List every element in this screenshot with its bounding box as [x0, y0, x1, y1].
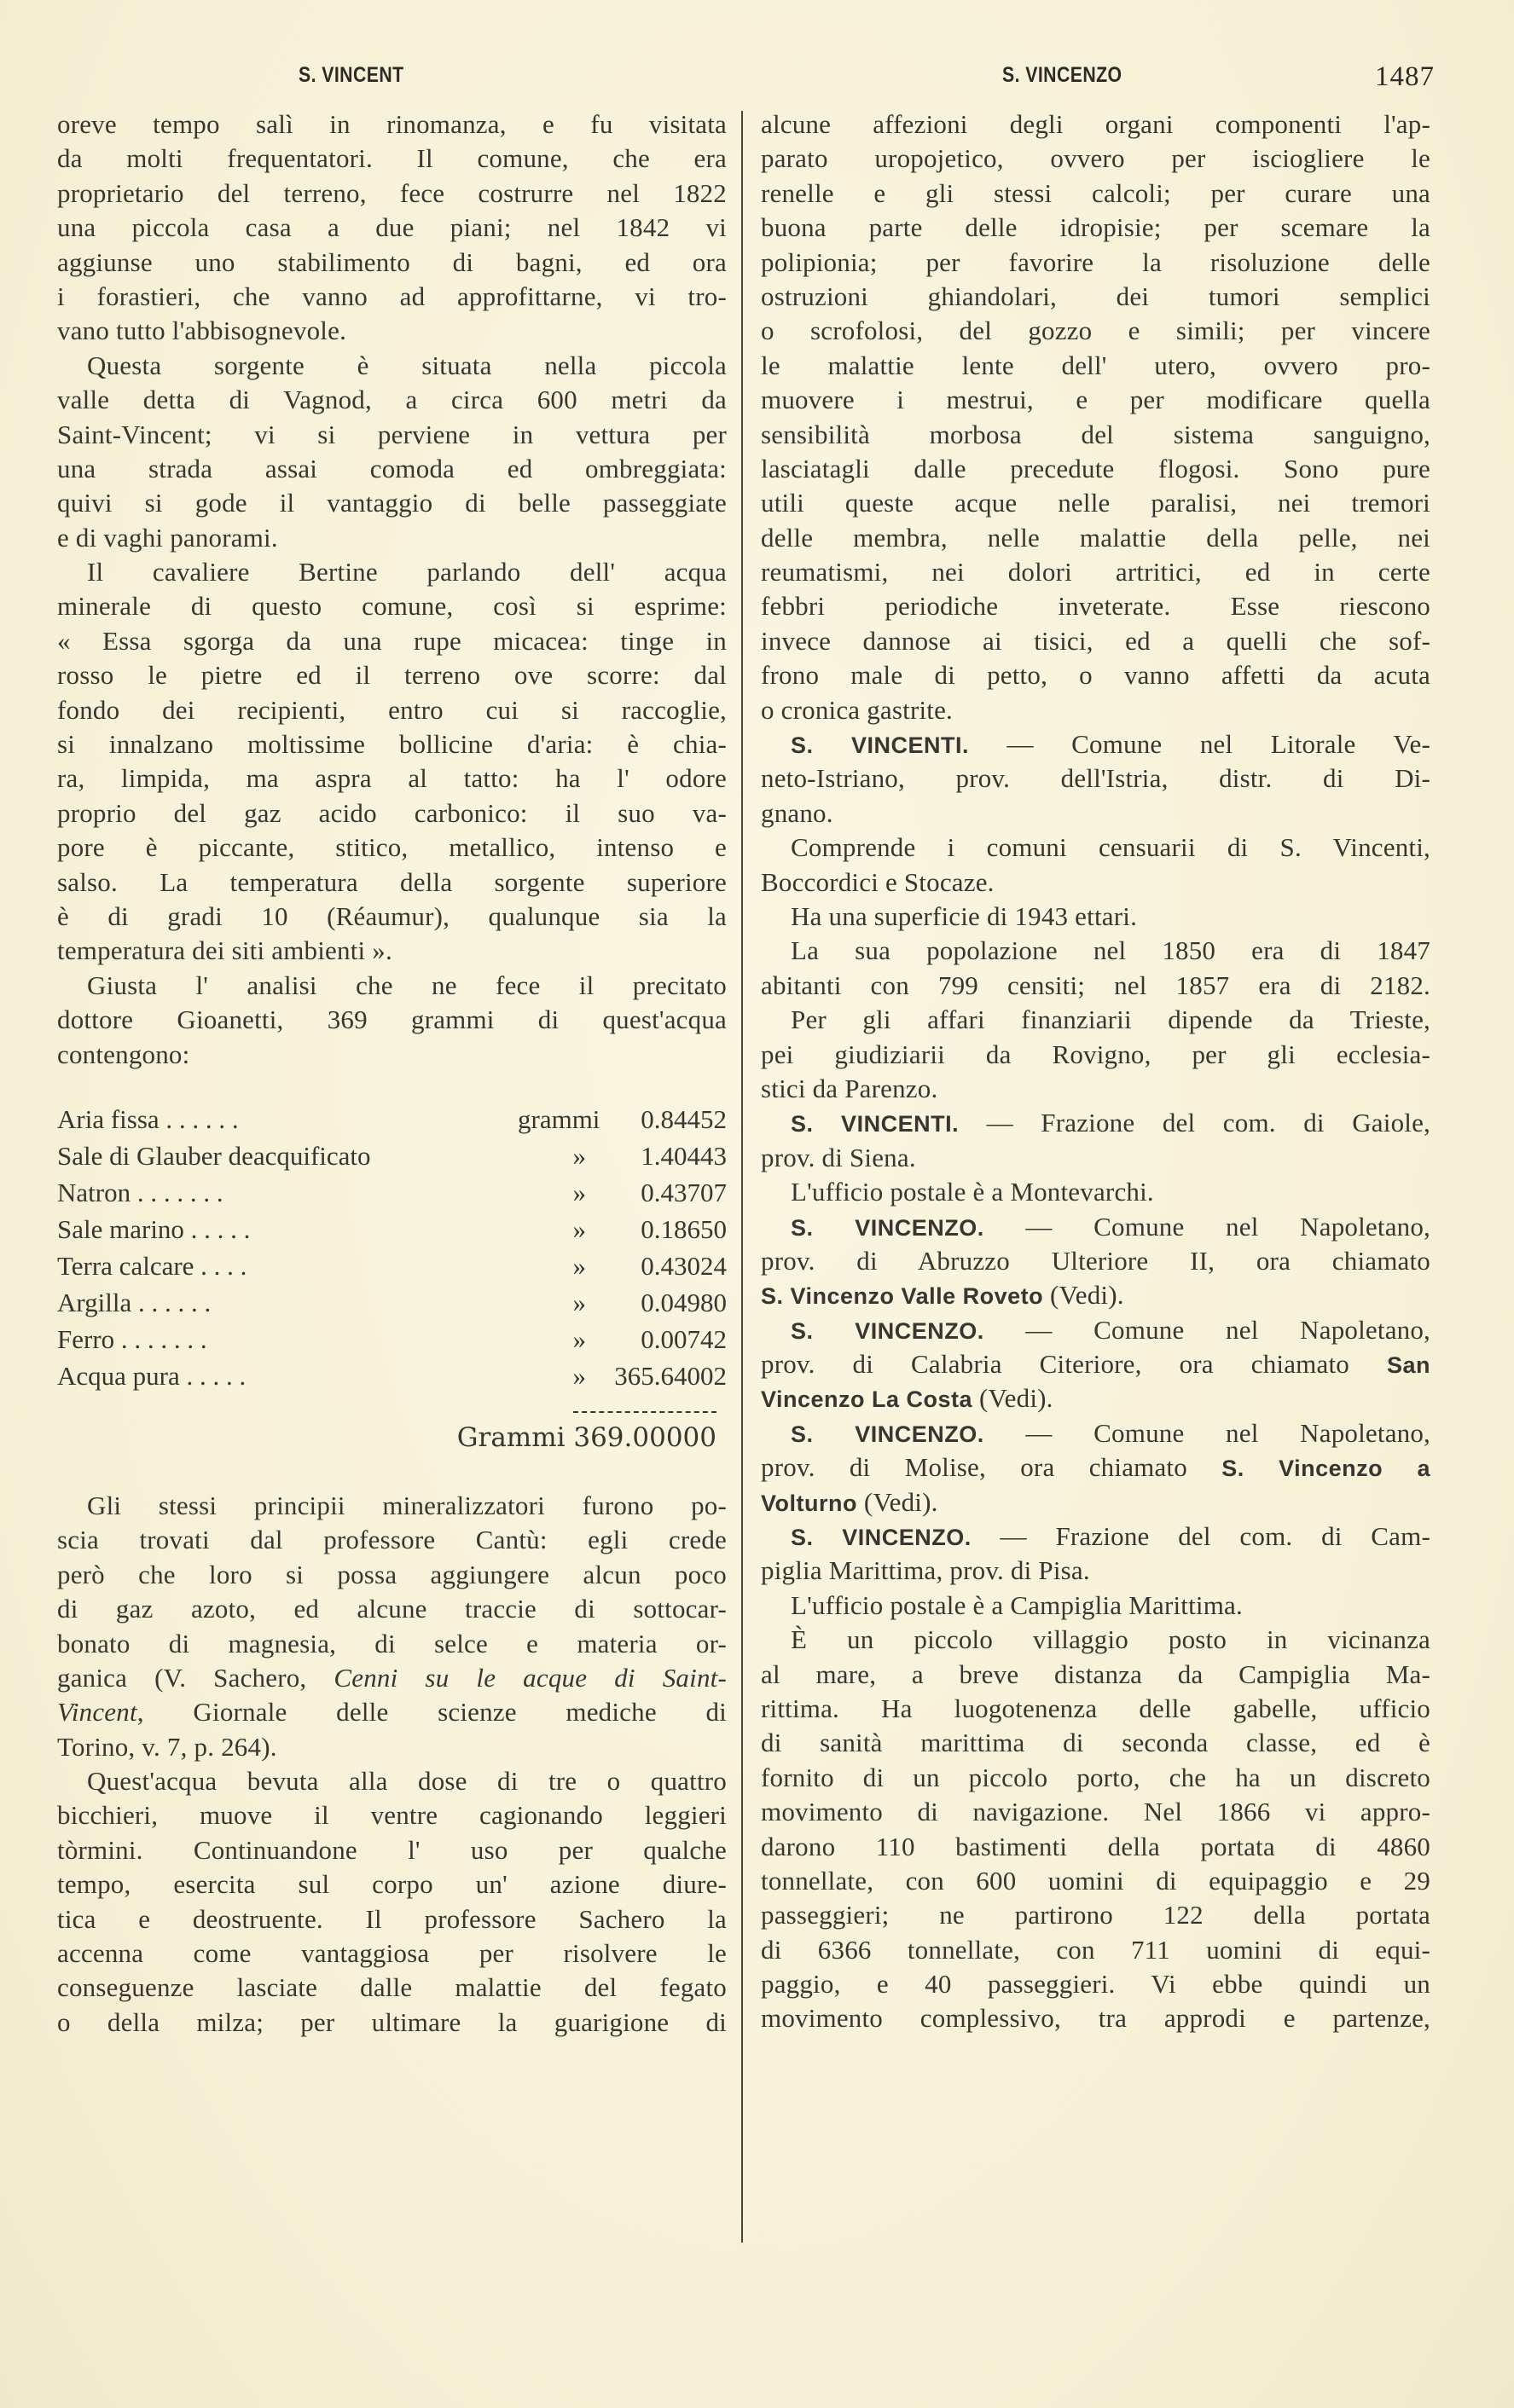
mineral-analysis-table: [57, 1101, 727, 1456]
entry-headword: S. VINCENTI.: [791, 1111, 960, 1137]
component-name: Argilla . . . . . .: [57, 1287, 212, 1317]
text-line: minerale di questo comune, così si esprime:: [57, 591, 727, 622]
cross-reference: S. Vincenzo a: [1221, 1456, 1430, 1482]
component-unit: »: [572, 1140, 586, 1171]
text-line: [761, 1450, 1430, 1485]
text-line: Gli stessi principii mineralizzatori furono po-: [87, 1490, 727, 1520]
paragraph-bertine-quote: [57, 555, 727, 969]
text-line: [57, 1695, 727, 1729]
text-line: bonato di magnesia, di selce e materia or-: [57, 1628, 727, 1658]
text-line: invece dannose ai tisici, ed a quelli che sof-: [761, 625, 1430, 656]
cross-reference: Volturno: [761, 1490, 857, 1516]
entry-s-vincenzo-campiglia: [761, 1519, 1430, 2036]
entry-headword: S. VINCENZO.: [791, 1317, 984, 1344]
text-line: salso. La temperatura della sorgente superiore: [57, 866, 727, 897]
component-value: 0.84452: [641, 1103, 727, 1134]
text-line: [761, 1347, 1430, 1381]
text-span: — Comune nel Napoletano,: [983, 1314, 1430, 1345]
component-value: 0.43024: [641, 1250, 727, 1281]
text-line: ostruzioni ghiandolari, dei tumori semplici: [761, 281, 1430, 311]
table-row: [57, 1211, 727, 1247]
text-line: abitanti con 799 censiti; nel 1857 era di 2182.: [761, 970, 1430, 1000]
text-line: una strada assai comoda ed ombreggiata:: [57, 453, 727, 483]
text-line: « Essa sgorga da una rupe micacea: tinge in: [57, 625, 727, 656]
component-value: 0.04980: [641, 1287, 727, 1317]
text-line: piglia Marittima, prov. di Pisa.: [761, 1555, 1090, 1586]
text-line: o della milza; per ultimare la guarigione di: [57, 2006, 727, 2037]
text-line: ra, limpida, ma aspra al tatto: ha l' odore: [57, 763, 727, 794]
text-line: scia trovati dal professore Cantù: egli crede: [57, 1525, 727, 1555]
component-value: 0.18650: [641, 1213, 727, 1244]
text-span: — Comune nel Napoletano,: [983, 1211, 1430, 1242]
cross-reference: San: [1386, 1352, 1430, 1379]
text-line: reumatismi, nei dolori artritici, ed in certe: [761, 557, 1430, 588]
entry-s-vincenzo-calabria: [761, 1313, 1430, 1416]
text-line: paggio, e 40 passeggieri. Vi ebbe quindi un: [761, 1969, 1430, 2000]
text-line: Boccordici e Stocaze.: [761, 866, 995, 897]
text-line: dottore Gioanetti, 369 grammi di quest'acqua: [57, 1004, 727, 1035]
text-line: passeggieri; ne partirono 122 della portata: [761, 1900, 1430, 1930]
component-value: 0.00742: [641, 1323, 727, 1354]
text-line: lasciatagli dalle precedute flogosi. Sono pure: [761, 453, 1430, 483]
text-line: bicchieri, muove il ventre cagionando leggieri: [57, 1800, 727, 1831]
text-line: movimento di navigazione. Nel 1866 vi appro-: [761, 1797, 1430, 1827]
text-line: o cronica gastrite.: [761, 694, 954, 725]
component-name: Natron . . . . . . .: [57, 1177, 223, 1207]
text-line: Questa sorgente è situata nella piccola: [87, 350, 727, 380]
component-name: Sale di Glauber deacquificato: [57, 1140, 371, 1171]
entry-s-vincenti-istria: [761, 727, 1430, 1106]
component-name: Acqua pura . . . . .: [57, 1360, 247, 1391]
text-line: una piccola casa a due piani; nel 1842 vi: [57, 212, 727, 243]
citation-title: Cenni su le acque di Saint-: [334, 1662, 727, 1693]
table-row: [57, 1321, 727, 1357]
component-unit: »: [572, 1250, 586, 1281]
text-line: tempo, esercita sul corpo un' azione diure-: [57, 1869, 727, 1900]
text-line: sensibilità morbosa del sistema sanguigno,: [761, 419, 1430, 449]
component-unit: »: [572, 1177, 586, 1207]
text-line: rosso le pietre ed il terreno ove scorre: dal: [57, 660, 727, 691]
entry-s-vincenti-siena: [761, 1106, 1430, 1209]
text-line: prov. di Abruzzo Ulteriore II, ora chiamato: [761, 1245, 1430, 1276]
text-line: conseguenze lasciate dalle malattie del fegato: [57, 1972, 727, 2003]
text-line: o scrofolosi, del gozzo e simili; per vincere: [761, 315, 1430, 346]
text-span: (Vedi).: [972, 1383, 1053, 1414]
text-line: da molti frequentatori. Il comune, che era: [57, 143, 727, 174]
text-line: di gaz azoto, ed alcune traccie di sottocar-: [57, 1594, 727, 1624]
text-span: prov. di Calabria Citeriore, ora chiamato: [761, 1349, 1387, 1380]
entry-headword: S. VINCENTI.: [791, 732, 970, 759]
text-line: quivi si gode il vantaggio di belle passeggiate: [57, 488, 727, 518]
table-row: [57, 1101, 727, 1137]
text-line: fornito di un piccolo porto, che ha un discreto: [761, 1762, 1430, 1792]
text-line: movimento complessivo, tra approdi e partenze,: [761, 2003, 1430, 2034]
text-line: alcune affezioni degli organi componenti l'ap-: [761, 109, 1430, 139]
text-span: prov. di Molise, ora chiamato: [761, 1452, 1222, 1483]
text-line: Quest'acqua bevuta alla dose di tre o quattro: [87, 1766, 727, 1797]
cross-reference: S. Vincenzo Valle Roveto: [761, 1283, 1044, 1310]
component-name: Sale marino . . . . .: [57, 1213, 251, 1244]
text-line: febbri periodiche inveterate. Esse riescono: [761, 591, 1430, 622]
entry-headword: S. VINCENZO.: [791, 1214, 984, 1241]
text-line: Giusta l' analisi che ne fece il precitato: [87, 970, 727, 1000]
text-line: prov. di Siena.: [761, 1142, 916, 1172]
text-line: polipionia; per favorire la risoluzione delle: [761, 246, 1430, 277]
text-line: proprietario del terreno, fece costrurre nel 1822: [57, 177, 727, 208]
text-line: parato uropojetico, ovvero per isciogliere le: [761, 143, 1430, 174]
paragraph-therapeutic-uses: [761, 107, 1430, 727]
left-column: [57, 107, 727, 2040]
table-row: [57, 1284, 727, 1321]
text-line: Saint-Vincent; vi si perviene in vettura per: [57, 419, 727, 449]
entry-headword: S. VINCENZO.: [791, 1525, 972, 1551]
text-span: — Frazione del com. di Gaiole,: [959, 1108, 1430, 1138]
entry-s-vincenzo-abruzzo: [761, 1210, 1430, 1313]
component-value: 0.43707: [641, 1177, 727, 1207]
text-line: al mare, a breve distanza da Campiglia Ma-: [761, 1658, 1430, 1689]
text-line: tòrmini. Continuandone l' uso per qualche: [57, 1834, 727, 1865]
paragraph-location: [57, 349, 727, 555]
paragraph-dosage: [57, 1764, 727, 2040]
text-line: [761, 1485, 1430, 1519]
text-line: frono male di petto, o vanno affetti da acuta: [761, 660, 1430, 691]
table-row: [57, 1174, 727, 1211]
component-unit: »: [572, 1287, 586, 1317]
text-line: È un piccolo villaggio posto in vicinanza: [791, 1624, 1430, 1655]
text-line: gnano.: [761, 797, 833, 828]
text-line: i forastieri, che vanno ad approfittarne, vi tro-: [57, 281, 727, 311]
text-line: delle membra, nelle malattie della pelle, nei: [761, 522, 1430, 553]
text-line: L'ufficio postale è a Campiglia Marittima.: [791, 1589, 1243, 1620]
text-line: temperatura dei siti ambienti ».: [57, 935, 392, 966]
text-line: di 6366 tonnellate, con 711 uomini di equi-: [761, 1934, 1430, 1965]
component-value: 1.40443: [641, 1140, 727, 1171]
entry-headword: S. VINCENZO.: [791, 1421, 984, 1447]
text-line: proprio del gaz acido carbonico: il suo va-: [57, 797, 727, 828]
cross-reference: Vincenzo La Costa: [761, 1386, 973, 1413]
text-span: — Comune nel Litorale Ve-: [969, 729, 1430, 760]
text-line: La sua popolazione nel 1850 era di 1847: [791, 935, 1430, 966]
text-line: [761, 1106, 1430, 1140]
table-row: [57, 1357, 727, 1394]
text-line: pei giudiziarii da Rovigno, per gli ecclesia-: [761, 1039, 1430, 1069]
text-line: L'ufficio postale è a Montevarchi.: [791, 1177, 1154, 1207]
page-number: 1487: [1375, 61, 1435, 92]
text-line: [761, 1313, 1430, 1347]
text-line: le malattie lente dell' utero, ovvero pro-: [761, 350, 1430, 380]
text-line: stici da Parenzo.: [761, 1073, 938, 1103]
text-line: buona parte delle idropisie; per scemare la: [761, 212, 1430, 243]
text-line: contengono:: [57, 1039, 190, 1069]
text-line: muovere i mestrui, e per modificare quella: [761, 385, 1430, 415]
text-line: Per gli affari finanziarii dipende da Trieste,: [791, 1004, 1430, 1035]
text-line: di sanità marittima di seconda classe, ed è: [761, 1728, 1430, 1758]
text-line: oreve tempo salì in rinomanza, e fu visitata: [57, 109, 727, 139]
text-line: darono 110 bastimenti della portata di 4860: [761, 1831, 1430, 1861]
text-span: (Vedi).: [1043, 1280, 1124, 1311]
text-line: rittima. Ha luogotenenza delle gabelle, ufficio: [761, 1693, 1430, 1723]
text-line: e di vaghi panorami.: [57, 522, 278, 553]
text-line: è di gradi 10 (Réaumur), qualunque sia la: [57, 900, 727, 931]
text-span: (Vedi).: [856, 1486, 938, 1517]
text-line: aggiunse uno stabilimento di bagni, ed ora: [57, 246, 727, 277]
text-span: , Giornale delle scienze mediche di: [136, 1697, 727, 1728]
text-line: [761, 1278, 1430, 1312]
text-span: — Frazione del com. di Cam-: [971, 1521, 1430, 1552]
paragraph-analysis-intro: [57, 969, 727, 1072]
running-head-left: S. VINCENT: [299, 63, 404, 87]
component-unit: grammi: [518, 1103, 600, 1134]
table-row: [57, 1137, 727, 1174]
text-span: ganica (V. Sachero,: [57, 1662, 334, 1693]
component-value: 365.64002: [614, 1360, 727, 1391]
text-line: renelle e gli stessi calcoli; per curare una: [761, 177, 1430, 208]
text-line: pore è piccante, stitico, metallico, intenso e: [57, 832, 727, 863]
text-span: — Comune nel Napoletano,: [983, 1417, 1430, 1448]
text-line: [761, 1519, 1430, 1554]
text-line: tonnellate, con 600 uomini di equipaggio e 29: [761, 1865, 1430, 1896]
paragraph-establishment: [57, 107, 727, 349]
text-line: valle detta di Vagnod, a circa 600 metri da: [57, 385, 727, 415]
text-line: vano tutto l'abbisognevole.: [57, 315, 347, 346]
paragraph-cantu: [57, 1489, 727, 1764]
text-line: [57, 1661, 727, 1695]
text-line: però che loro si possa aggiungere alcun poco: [57, 1559, 727, 1589]
text-line: accenna come vantaggiosa per risolvere le: [57, 1938, 727, 1969]
text-line: utili queste acque nelle paralisi, nei tremori: [761, 488, 1430, 518]
text-line: Comprende i comuni censuarii di S. Vincenti,: [791, 832, 1430, 863]
component-name: Aria fissa . . . . . .: [57, 1103, 239, 1134]
text-line: [761, 1210, 1430, 1244]
table-row: [57, 1247, 727, 1284]
text-line: [761, 1381, 1430, 1415]
text-line: fondo dei recipienti, entro cui si raccoglie,: [57, 694, 727, 725]
table-total: Grammi 369.00000: [456, 1421, 716, 1453]
text-line: [761, 727, 1430, 761]
citation-title: Vincent: [57, 1697, 137, 1728]
component-unit: »: [572, 1213, 586, 1244]
text-line: Torino, v. 7, p. 264).: [57, 1731, 277, 1762]
component-name: Terra calcare . . . .: [57, 1250, 247, 1281]
sum-rule: [573, 1411, 716, 1413]
text-line: si innalzano moltissime bollicine d'aria: è chia-: [57, 729, 727, 760]
entry-s-vincenzo-molise: [761, 1416, 1430, 1519]
running-head-right: S. VINCENZO: [1002, 63, 1122, 87]
text-line: Il cavaliere Bertine parlando dell' acqua: [87, 557, 727, 588]
text-line: Ha una superficie di 1943 ettari.: [791, 900, 1138, 931]
component-unit: »: [572, 1323, 586, 1354]
text-line: [761, 1416, 1430, 1450]
component-name: Ferro . . . . . . .: [57, 1323, 207, 1354]
column-divider: [741, 111, 743, 2243]
right-column: [761, 107, 1430, 2036]
text-line: tica e deostruente. Il professore Sachero la: [57, 1903, 727, 1934]
text-line: neto-Istriano, prov. dell'Istria, distr. di Di-: [761, 763, 1430, 794]
component-unit: »: [572, 1360, 586, 1391]
